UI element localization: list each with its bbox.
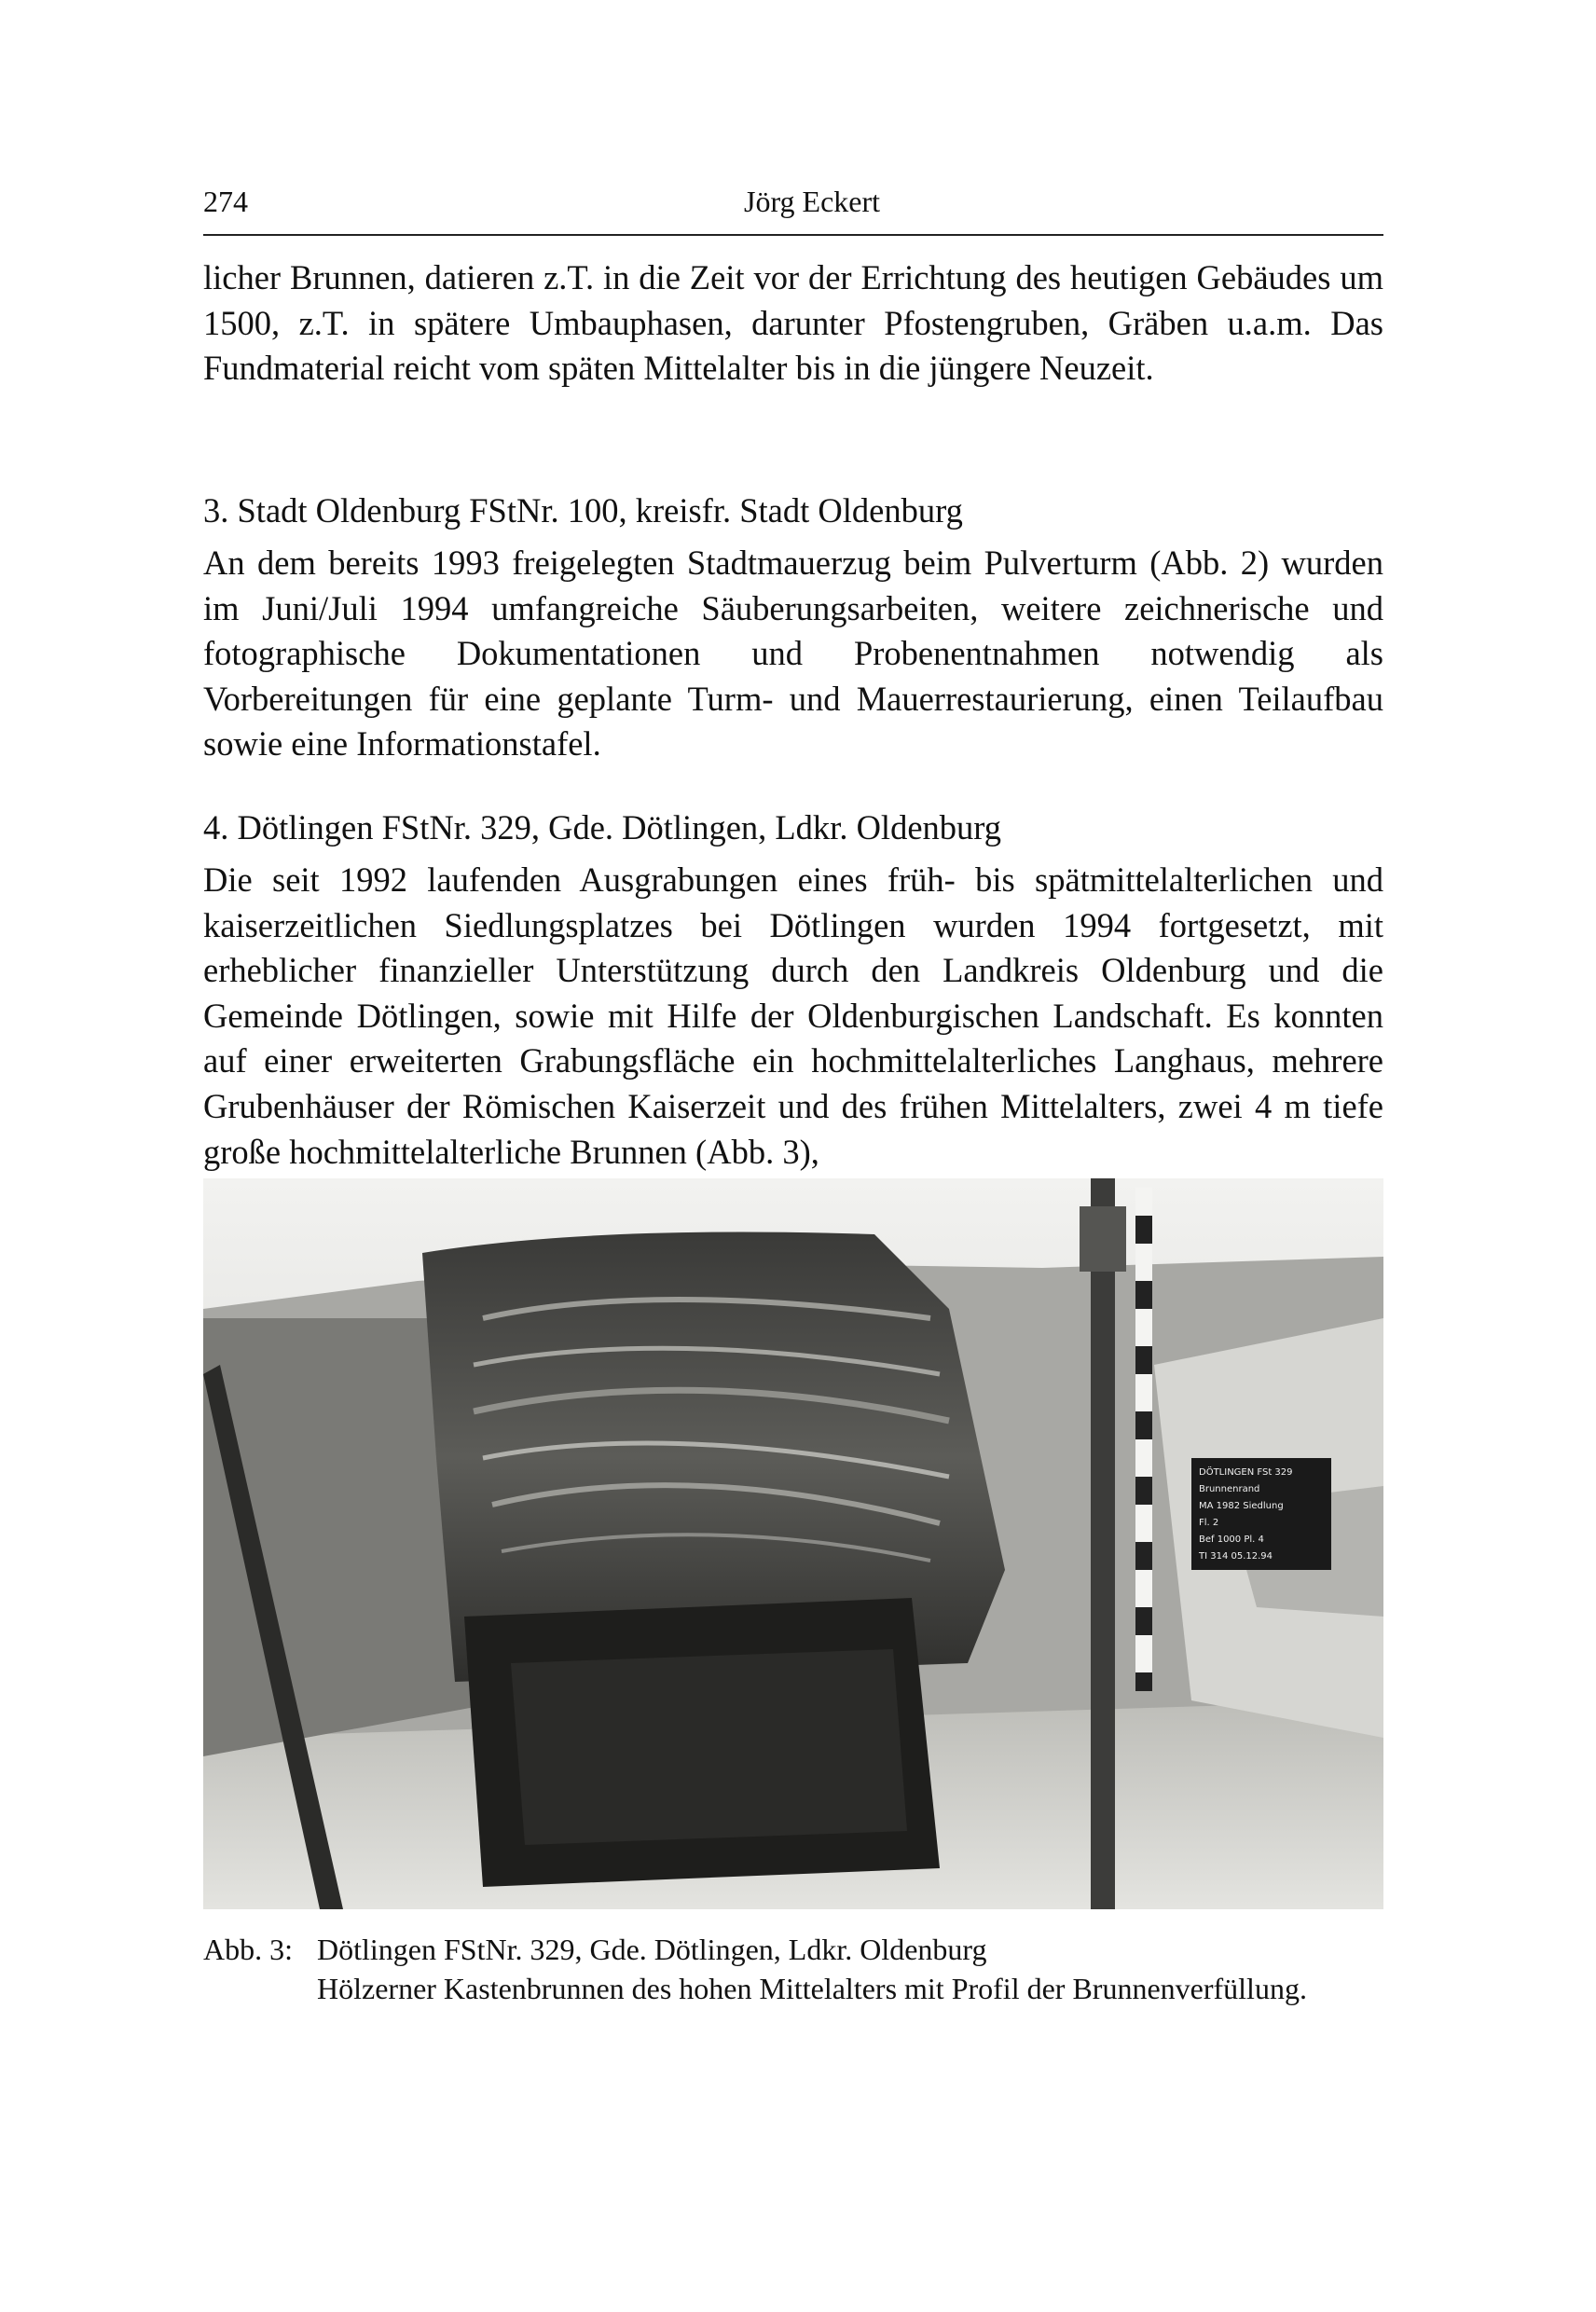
section-4-paragraph: Die seit 1992 laufenden Ausgrabungen eines früh- bis spätmittelalterlichen und kaiserzeitlichen Siedlungsplatzes bei Dötlingen wurden 1994 fortgesetzt, mit erheblicher finanzieller Unterstützung durch den Landkreis Oldenburg und die Gemeinde Dötlingen, sowie mit Hilfe der Oldenburgischen Landschaft. Es konnten auf einer erweiterten Grabungsfläche ein hochmittelalterliches Langhaus, mehrere Grubenhäuser der Römischen Kaiserzeit und des frühen Mittelalters, zwei 4 m tiefe große hochmittelalterliche Brunnen (Abb. 3), — [203, 860, 1383, 1171]
survey-pole — [1091, 1178, 1115, 1909]
measuring-rod — [1135, 1188, 1152, 1691]
continuation-paragraph: licher Brunnen, datieren z.T. in die Zeit vor der Errichtung des heutigen Gebäudes um 1500, z.T. in spätere Umbauphasen, darunter Pfostengruben, Gräben u.a.m. Das Fundmaterial reicht vom späten Mittelalter bis in die jüngere Neuzeit. — [203, 258, 1383, 388]
section-4-heading: 4. Dötlingen FStNr. 329, Gde. Dötlingen, Ldkr. Oldenburg — [203, 808, 1002, 846]
excavation-photo — [203, 1178, 1383, 1909]
section-3-block — [203, 541, 1383, 767]
survey-pole-clamp — [1080, 1206, 1126, 1272]
board-line: Fl. 2 — [1199, 1518, 1219, 1528]
section-4-block — [203, 858, 1383, 1175]
section-3-paragraph: An dem bereits 1993 freigelegten Stadtmauerzug beim Pulverturm (Abb. 2) wurden im Juni/Juli 1994 umfangreiche Säuberungsarbeiten, weitere zeichnerische und fotographische Dokumentationen und Probenentnahmen notwendig als Vorbereitungen für eine geplante Turm- und Mauerrestaurierung, einen Teilaufbau sowie eine Informationstafel. — [203, 544, 1383, 764]
board-line: TI 314 05.12.94 — [1199, 1551, 1273, 1562]
section-3-heading: 3. Stadt Oldenburg FStNr. 100, kreisfr. Stadt Oldenburg — [203, 491, 963, 530]
board-line: DÖTLINGEN FSt 329 — [1199, 1467, 1293, 1478]
board-line: MA 1982 Siedlung — [1199, 1501, 1284, 1511]
board-line: Bef 1000 Pl. 4 — [1199, 1534, 1264, 1545]
caption-line-1: Dötlingen FStNr. 329, Gde. Dötlingen, Ldkr. Oldenburg — [317, 1933, 987, 1966]
caption-label: Abb. 3: — [203, 1933, 293, 1966]
page-header — [203, 183, 1383, 227]
excavation-photo-drawing — [203, 1178, 1383, 1909]
continuation-block — [203, 255, 1383, 392]
board-line: Brunnenrand — [1199, 1484, 1260, 1494]
caption-body — [317, 1930, 1383, 2008]
running-head: Jörg Eckert — [743, 185, 881, 218]
caption-line-2: Hölzerner Kastenbrunnen des hohen Mittelalters mit Profil der Brunnenverfüllung. — [317, 1972, 1307, 2005]
box-well-inner — [511, 1649, 907, 1845]
page-number: 274 — [203, 185, 248, 218]
header-rule — [203, 234, 1383, 236]
